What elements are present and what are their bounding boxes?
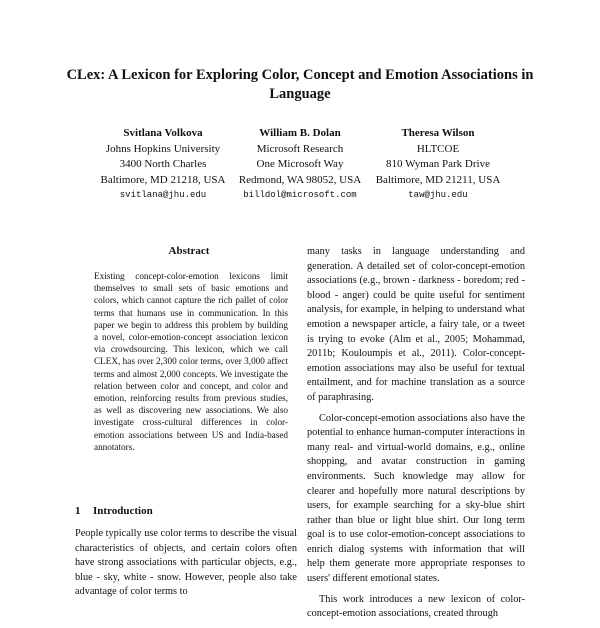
author-name: Svitlana Volkova xyxy=(123,127,203,139)
author-block-3 xyxy=(353,126,523,204)
paper-title: CLex: A Lexicon for Exploring Color, Concept and Emotion Associations in Language xyxy=(66,67,534,102)
abstract-text: Existing concept-color-emotion lexicons limit themselves to small sets of basic emotions and colors, which cannot capture the rich pallet of color terms that humans use in communication. In this paper we begin to address this problem by building a novel, color-emotion-concept association lexicon via crowdsourcing. This lexicon, which we call CLEX, has over 2,300 color terms, over 3,000 affect terms and almost 2,000 concepts. We investigate the relation between color and concept, and color and emotion, reinforcing results from previous studies, as well as discovering new associations. We also investigate cross-cultural differences in color-emotion associations between US and India-based annotators. xyxy=(94,271,288,452)
author-email: svitlana@jhu.edu xyxy=(119,190,207,200)
author-affiliation: Microsoft Research xyxy=(256,142,344,155)
author-address-line2: Baltimore, MD 21211, USA xyxy=(375,173,501,186)
section-heading xyxy=(75,505,300,517)
right-column-paragraph-1: many tasks in language understanding and generation. A detailed set of color-concept-emotion associations (e.g., brown - darkness - boredom; red - blood - anger) could be quite useful for sentiment analysis, for example, in helping to understand what emotion a newspaper article, a fairy tale, or a tweet is trying to evoke (Alm et al., 2005; Mohammad, 2011b; Kouloumpis et al., 2011). Color-concept-emotion associations may also be useful for textual entailment, and for machine translation as a source of paraphrasing. xyxy=(307,246,525,403)
author-affiliation: HLTCOE xyxy=(416,142,460,155)
intro-paragraph: People typically use color terms to describe the visual characteristics of objects, and certain colors often have strong associations with particular objects, e.g., blue - sky, white - snow. However, people also take advantage of color terms to xyxy=(75,528,297,598)
right-column xyxy=(307,245,525,628)
right-column-paragraph-2: Color-concept-emotion associations also have the potential to enhance human-computer interactions in many real- and virtual-world domains, e.g., online shopping, and avatar construction in gaming environments. Such knowledge may allow for clearer and hopefully more natural descriptions by users, for example searching for a sky-blue shirt rather than blue or light blue shirt. Our long term goal is to use color-emotion-concept associations to enrich dialog systems with information that will help them generate more appropriate responses to users' different emotional states. xyxy=(307,412,525,585)
author-email: taw@jhu.edu xyxy=(408,190,468,200)
abstract-heading: Abstract xyxy=(168,245,210,257)
section-title: Introduction xyxy=(93,505,153,517)
author-name: Theresa Wilson xyxy=(401,127,475,139)
section-number: 1 xyxy=(75,505,81,517)
author-affiliation: Johns Hopkins University xyxy=(105,142,221,155)
author-email: billdol@microsoft.com xyxy=(243,190,357,200)
author-name: William B. Dolan xyxy=(259,127,341,139)
author-address-line2: Baltimore, MD 21218, USA xyxy=(100,173,226,186)
author-address-line1: 3400 North Charles xyxy=(119,158,207,170)
right-column-paragraph-3: This work introduces a new lexicon of color-concept-emotion associations, created through xyxy=(307,593,525,620)
author-address-line2: Redmond, WA 98052, USA xyxy=(238,173,362,186)
author-address-line1: 810 Wyman Park Drive xyxy=(386,158,490,170)
author-address-line1: One Microsoft Way xyxy=(256,158,344,170)
